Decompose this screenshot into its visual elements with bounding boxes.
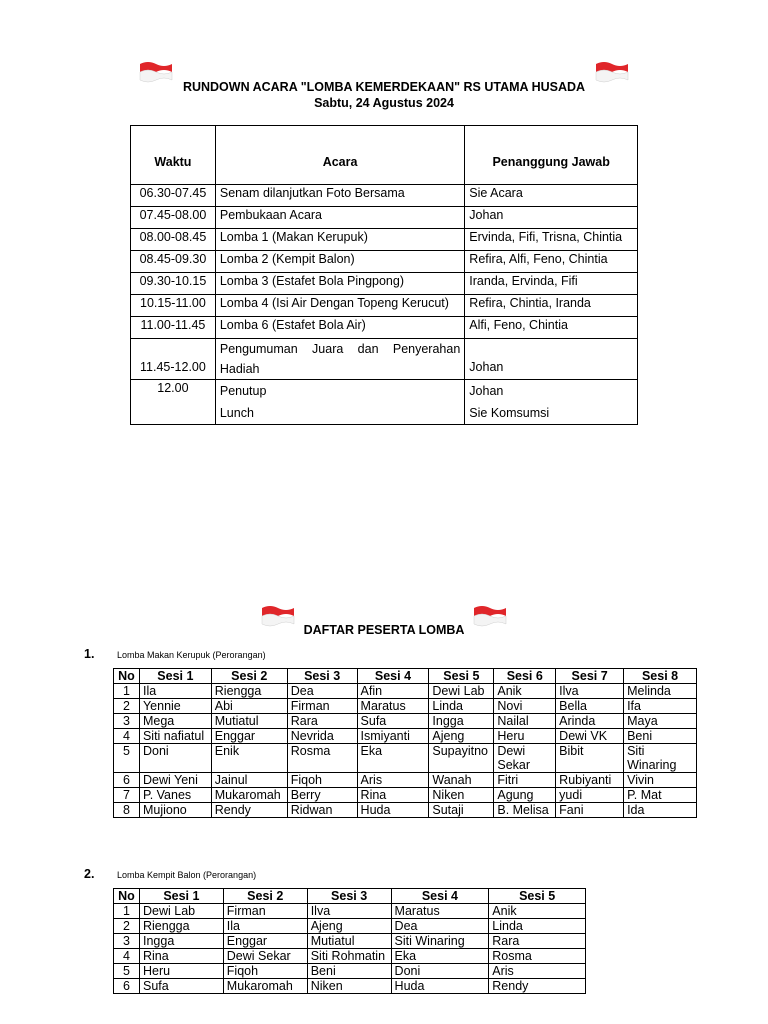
event-cell: Lomba 6 (Estafet Bola Air) — [215, 317, 464, 339]
column-header: Sesi 4 — [357, 669, 429, 684]
column-header: Sesi 3 — [307, 889, 391, 904]
event-cell: Lomba 1 (Makan Kerupuk) — [215, 229, 464, 251]
participant-cell: Riengga — [139, 919, 223, 934]
participant-cell: Niken — [429, 788, 494, 803]
participant-cell: Ida — [624, 803, 697, 818]
time-cell: 11.45-12.00 — [131, 339, 216, 380]
lomba-name: Lomba Kempit Balon (Perorangan) — [117, 870, 257, 880]
participant-cell: Dewi Lab — [429, 684, 494, 699]
participant-cell: Doni — [139, 744, 211, 773]
participant-table — [113, 668, 697, 818]
participant-cell: Anik — [489, 904, 586, 919]
participant-cell: Dewi Yeni — [139, 773, 211, 788]
column-header: No — [114, 669, 140, 684]
participant-cell: Siti Winaring — [391, 934, 489, 949]
participant-cell: Aris — [489, 964, 586, 979]
participant-cell: Rara — [489, 934, 586, 949]
time-cell: 08.45-09.30 — [131, 251, 216, 273]
participant-cell: Beni — [624, 729, 697, 744]
participant-cell: Rosma — [489, 949, 586, 964]
table-header-row — [114, 889, 586, 904]
participant-cell: Sufa — [139, 979, 223, 994]
time-cell: 11.00-11.45 — [131, 317, 216, 339]
participant-cell: Eka — [357, 744, 429, 773]
table-row — [114, 979, 586, 994]
event-cell: Lomba 4 (Isi Air Dengan Topeng Kerucut) — [215, 295, 464, 317]
column-header: No — [114, 889, 140, 904]
event-cell: Lomba 2 (Kempit Balon) — [215, 251, 464, 273]
participant-cell: Siti Winaring — [624, 744, 697, 773]
table-header-row — [114, 669, 697, 684]
participant-cell: Fitri — [494, 773, 556, 788]
participant-cell: Enggar — [211, 729, 287, 744]
participant-cell: Riengga — [211, 684, 287, 699]
participant-cell: Rendy — [489, 979, 586, 994]
event-cell — [215, 339, 464, 380]
event-line: Penutup — [219, 384, 267, 398]
rundown-table — [130, 125, 638, 425]
list-number: 1. — [84, 647, 95, 661]
table-row — [131, 185, 638, 207]
participant-cell: Aris — [357, 773, 429, 788]
event-cell — [215, 380, 464, 425]
participant-cell: Ingga — [429, 714, 494, 729]
event-line: Pengumuman Juara dan Penyerahan — [219, 342, 461, 356]
pic-cell — [465, 380, 638, 425]
participant-cell: Ajeng — [307, 919, 391, 934]
participant-cell: Linda — [429, 699, 494, 714]
participant-cell: Huda — [391, 979, 489, 994]
participant-cell: Ismiyanti — [357, 729, 429, 744]
column-header: Waktu — [131, 126, 216, 185]
participant-cell: Doni — [391, 964, 489, 979]
table-row — [114, 934, 586, 949]
participant-cell: Mutiatul — [211, 714, 287, 729]
pic-cell: Sie Acara — [465, 185, 638, 207]
row-number-cell: 4 — [114, 729, 140, 744]
participant-cell: Mutiatul — [307, 934, 391, 949]
participant-cell: Agung — [494, 788, 556, 803]
participant-cell: Dewi VK — [556, 729, 624, 744]
participant-cell: Sutaji — [429, 803, 494, 818]
participant-cell: Nevrida — [287, 729, 357, 744]
event-cell: Lomba 3 (Estafet Bola Pingpong) — [215, 273, 464, 295]
participant-cell: Melinda — [624, 684, 697, 699]
participant-cell: Dea — [287, 684, 357, 699]
column-header: Sesi 3 — [287, 669, 357, 684]
participant-table — [113, 888, 586, 994]
column-header: Sesi 8 — [624, 669, 697, 684]
participant-cell: Rubiyanti — [556, 773, 624, 788]
participant-cell: Firman — [287, 699, 357, 714]
table-row — [114, 744, 697, 773]
column-header: Sesi 1 — [139, 669, 211, 684]
participant-cell: Yennie — [139, 699, 211, 714]
participant-cell: Nailal — [494, 714, 556, 729]
column-header: Acara — [215, 126, 464, 185]
table-row — [131, 295, 638, 317]
table-row — [114, 788, 697, 803]
table-row — [131, 251, 638, 273]
column-header: Sesi 5 — [489, 889, 586, 904]
column-header: Sesi 2 — [211, 669, 287, 684]
pic-cell: Iranda, Ervinda, Fifi — [465, 273, 638, 295]
participant-cell: Ilva — [556, 684, 624, 699]
time-cell: 06.30-07.45 — [131, 185, 216, 207]
table-row — [131, 273, 638, 295]
participant-cell: Ila — [139, 684, 211, 699]
pic-cell: Johan — [465, 339, 638, 380]
table-row — [131, 207, 638, 229]
participant-cell: Bella — [556, 699, 624, 714]
participant-cell: Dewi Sekar — [223, 949, 307, 964]
row-number-cell: 5 — [114, 964, 140, 979]
pic-cell: Refira, Chintia, Iranda — [465, 295, 638, 317]
table-row — [131, 229, 638, 251]
list-number: 2. — [84, 867, 95, 881]
lomba-name: Lomba Makan Kerupuk (Perorangan) — [117, 650, 266, 660]
column-header: Penanggung Jawab — [465, 126, 638, 185]
participant-cell: Heru — [139, 964, 223, 979]
participant-cell: Supayitno — [429, 744, 494, 773]
participant-cell: Abi — [211, 699, 287, 714]
participant-cell: Maya — [624, 714, 697, 729]
participant-cell: Beni — [307, 964, 391, 979]
row-number-cell: 2 — [114, 699, 140, 714]
row-number-cell: 3 — [114, 714, 140, 729]
participant-cell: Eka — [391, 949, 489, 964]
pic-cell: Johan — [465, 207, 638, 229]
participant-cell: Mukaromah — [223, 979, 307, 994]
table-row — [114, 949, 586, 964]
time-cell: 09.30-10.15 — [131, 273, 216, 295]
participant-cell: Linda — [489, 919, 586, 934]
table-row — [131, 339, 638, 380]
peserta-title: DAFTAR PESERTA LOMBA — [303, 623, 465, 637]
row-number-cell: 6 — [114, 773, 140, 788]
participant-cell: Anik — [494, 684, 556, 699]
participant-cell: Fiqoh — [223, 964, 307, 979]
participant-cell: Dewi Lab — [139, 904, 223, 919]
participant-cell: Maratus — [357, 699, 429, 714]
table-row — [114, 729, 697, 744]
participant-cell: Mega — [139, 714, 211, 729]
participant-cell: Siti Rohmatin — [307, 949, 391, 964]
row-number-cell: 4 — [114, 949, 140, 964]
participant-cell: Ingga — [139, 934, 223, 949]
table-header-row — [131, 126, 638, 185]
participant-cell: Enggar — [223, 934, 307, 949]
table-row — [114, 773, 697, 788]
participant-cell: Vivin — [624, 773, 697, 788]
participant-cell: Niken — [307, 979, 391, 994]
participant-cell: Rara — [287, 714, 357, 729]
time-cell: 08.00-08.45 — [131, 229, 216, 251]
participant-cell: Jainul — [211, 773, 287, 788]
time-cell: 12.00 — [131, 380, 216, 425]
participant-cell: Ridwan — [287, 803, 357, 818]
column-header: Sesi 7 — [556, 669, 624, 684]
event-cell: Senam dilanjutkan Foto Bersama — [215, 185, 464, 207]
row-number-cell: 1 — [114, 904, 140, 919]
pic-cell: Alfi, Feno, Chintia — [465, 317, 638, 339]
participant-cell: Enik — [211, 744, 287, 773]
event-line: Hadiah — [219, 362, 260, 376]
column-header: Sesi 4 — [391, 889, 489, 904]
participant-cell: Fiqoh — [287, 773, 357, 788]
table-row — [114, 684, 697, 699]
participant-cell: Berry — [287, 788, 357, 803]
participant-cell: Huda — [357, 803, 429, 818]
participant-cell: Fani — [556, 803, 624, 818]
participant-cell: Siti nafiatul — [139, 729, 211, 744]
participant-cell: yudi — [556, 788, 624, 803]
participant-cell: B. Melisa — [494, 803, 556, 818]
participant-cell: Afin — [357, 684, 429, 699]
rundown-title: RUNDOWN ACARA "LOMBA KEMERDEKAAN" RS UTAMA HUSADA — [182, 80, 586, 94]
row-number-cell: 2 — [114, 919, 140, 934]
participant-cell: Maratus — [391, 904, 489, 919]
row-number-cell: 6 — [114, 979, 140, 994]
participant-cell: Arinda — [556, 714, 624, 729]
row-number-cell: 3 — [114, 934, 140, 949]
participant-cell: Rina — [357, 788, 429, 803]
table-row — [131, 317, 638, 339]
participant-cell: Ila — [223, 919, 307, 934]
table-row — [131, 380, 638, 425]
pic-cell: Refira, Alfi, Feno, Chintia — [465, 251, 638, 273]
row-number-cell: 1 — [114, 684, 140, 699]
participant-cell: Bibit — [556, 744, 624, 773]
participant-cell: Heru — [494, 729, 556, 744]
time-cell: 07.45-08.00 — [131, 207, 216, 229]
column-header: Sesi 6 — [494, 669, 556, 684]
event-cell: Pembukaan Acara — [215, 207, 464, 229]
participant-cell: Ilva — [307, 904, 391, 919]
column-header: Sesi 2 — [223, 889, 307, 904]
table-row — [114, 699, 697, 714]
participant-cell: P. Vanes — [139, 788, 211, 803]
participant-cell: Rosma — [287, 744, 357, 773]
participant-cell: Firman — [223, 904, 307, 919]
column-header: Sesi 1 — [139, 889, 223, 904]
table-row — [114, 964, 586, 979]
participant-cell: Sufa — [357, 714, 429, 729]
row-number-cell: 5 — [114, 744, 140, 773]
event-line: Lunch — [219, 406, 254, 420]
time-cell: 10.15-11.00 — [131, 295, 216, 317]
table-row — [114, 919, 586, 934]
rundown-date: Sabtu, 24 Agustus 2024 — [314, 96, 454, 110]
participant-cell: Wanah — [429, 773, 494, 788]
pic-line: Sie Komsumsi — [469, 406, 550, 420]
participant-cell: Novi — [494, 699, 556, 714]
column-header: Sesi 5 — [429, 669, 494, 684]
pic-line: Johan — [469, 384, 504, 398]
table-row — [114, 904, 586, 919]
participant-cell: P. Mat — [624, 788, 697, 803]
participant-cell: Mujiono — [139, 803, 211, 818]
pic-cell: Ervinda, Fifi, Trisna, Chintia — [465, 229, 638, 251]
row-number-cell: 7 — [114, 788, 140, 803]
participant-cell: Dewi Sekar — [494, 744, 556, 773]
participant-cell: Dea — [391, 919, 489, 934]
table-row — [114, 803, 697, 818]
participant-cell: Mukaromah — [211, 788, 287, 803]
row-number-cell: 8 — [114, 803, 140, 818]
participant-cell: Rendy — [211, 803, 287, 818]
participant-cell: Ajeng — [429, 729, 494, 744]
table-row — [114, 714, 697, 729]
participant-cell: Ifa — [624, 699, 697, 714]
participant-cell: Rina — [139, 949, 223, 964]
